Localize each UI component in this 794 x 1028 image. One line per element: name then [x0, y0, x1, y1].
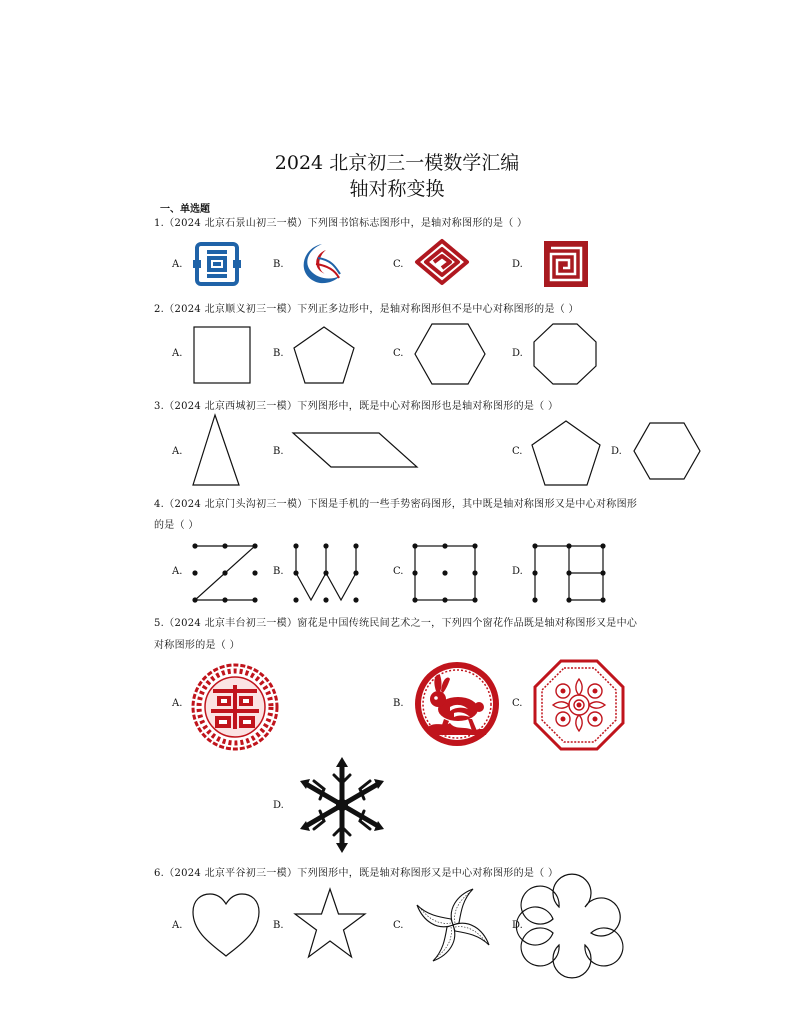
q6-option-a-label: A. — [172, 920, 183, 931]
q5-figure-papercut-snowflake — [300, 757, 384, 853]
q1-option-d-label: D. — [512, 259, 523, 270]
q2-option-c-label: C. — [393, 348, 404, 359]
q2-option-b-label: B. — [273, 348, 284, 359]
q3-figure-parallelogram — [292, 432, 418, 468]
question-1-text: 1.（2024 北京石景山初三一模）下列图书馆标志图形中，是轴对称图形的是（ ） — [154, 218, 528, 229]
q4-option-d-label: D. — [512, 566, 523, 577]
q3-option-d-label: D. — [611, 446, 622, 457]
section-heading: 一、单选题 — [160, 204, 210, 215]
q5-option-b-label: B. — [393, 698, 404, 709]
q4-option-b-label: B. — [273, 566, 284, 577]
q1-figure-d-library-logo — [543, 240, 589, 288]
q6-figure-quatrefoil — [531, 885, 613, 967]
q1-option-c-label: C. — [393, 259, 404, 270]
document-title: 2024 北京初三一模数学汇编 — [274, 152, 520, 174]
q4-option-a-label: A. — [172, 566, 183, 577]
q1-figure-b-library-logo — [292, 238, 342, 288]
q6-figure-heart — [191, 892, 261, 958]
q2-figure-octagon — [533, 323, 597, 385]
q6-option-b-label: B. — [273, 920, 284, 931]
q3-figure-hexagon — [633, 422, 701, 480]
q1-figure-c-library-logo — [414, 238, 470, 286]
q3-option-c-label: C. — [512, 446, 523, 457]
q2-option-a-label: A. — [172, 348, 183, 359]
q5-figure-papercut-rabbit — [414, 661, 500, 747]
question-6-text: 6.（2024 北京平谷初三一模）下列图形中，既是轴对称图形又是中心对称图形的是（ ） — [154, 868, 559, 879]
q5-option-a-label: A. — [172, 698, 183, 709]
document-subtitle: 轴对称变换 — [349, 178, 445, 200]
q5-option-d-label: D. — [273, 800, 284, 811]
q3-figure-pentagon — [531, 420, 601, 486]
question-4-text: 4.（2024 北京门头沟初三一模）下图是手机的一些手势密码图形，其中既是轴对称图形又是中心对称图形 — [154, 499, 638, 510]
q2-figure-pentagon — [292, 325, 356, 385]
q6-figure-star — [292, 887, 368, 961]
q2-figure-square — [193, 326, 251, 384]
q4-figure-gesture-grid — [532, 543, 606, 603]
question-3-text: 3.（2024 北京西城初三一模）下列图形中，既是中心对称图形也是轴对称图形的是（ ） — [154, 401, 559, 412]
question-5-text-cont: 对称图形的是（ ） — [154, 640, 240, 651]
q1-option-a-label: A. — [172, 259, 183, 270]
q2-option-d-label: D. — [512, 348, 523, 359]
q4-figure-gesture-v — [293, 543, 359, 603]
q4-figure-gesture-z — [192, 543, 258, 603]
q6-figure-pinwheel — [413, 885, 493, 965]
q1-figure-a-library-logo — [193, 240, 241, 288]
q5-figure-papercut-flowers — [533, 659, 625, 751]
q5-option-c-label: C. — [512, 698, 523, 709]
q5-figure-papercut-double-happiness — [191, 663, 279, 751]
q4-option-c-label: C. — [393, 566, 404, 577]
q1-option-b-label: B. — [273, 259, 284, 270]
q6-option-c-label: C. — [393, 920, 404, 931]
q3-option-a-label: A. — [172, 446, 183, 457]
q2-figure-hexagon — [414, 323, 486, 385]
q4-figure-gesture-square — [412, 543, 478, 603]
q3-option-b-label: B. — [273, 446, 284, 457]
question-2-text: 2.（2024 北京顺义初三一模）下列正多边形中，是轴对称图形但不是中心对称图形的是（ ） — [154, 304, 579, 315]
question-5-text: 5.（2024 北京丰台初三一模）窗花是中国传统民间艺术之一，下列四个窗花作品既是轴对称图形又是中心 — [154, 618, 638, 629]
q3-figure-isosceles-triangle — [191, 414, 241, 486]
question-4-text-cont: 的是（ ） — [154, 520, 199, 531]
q6-option-d-label: D. — [512, 920, 523, 931]
